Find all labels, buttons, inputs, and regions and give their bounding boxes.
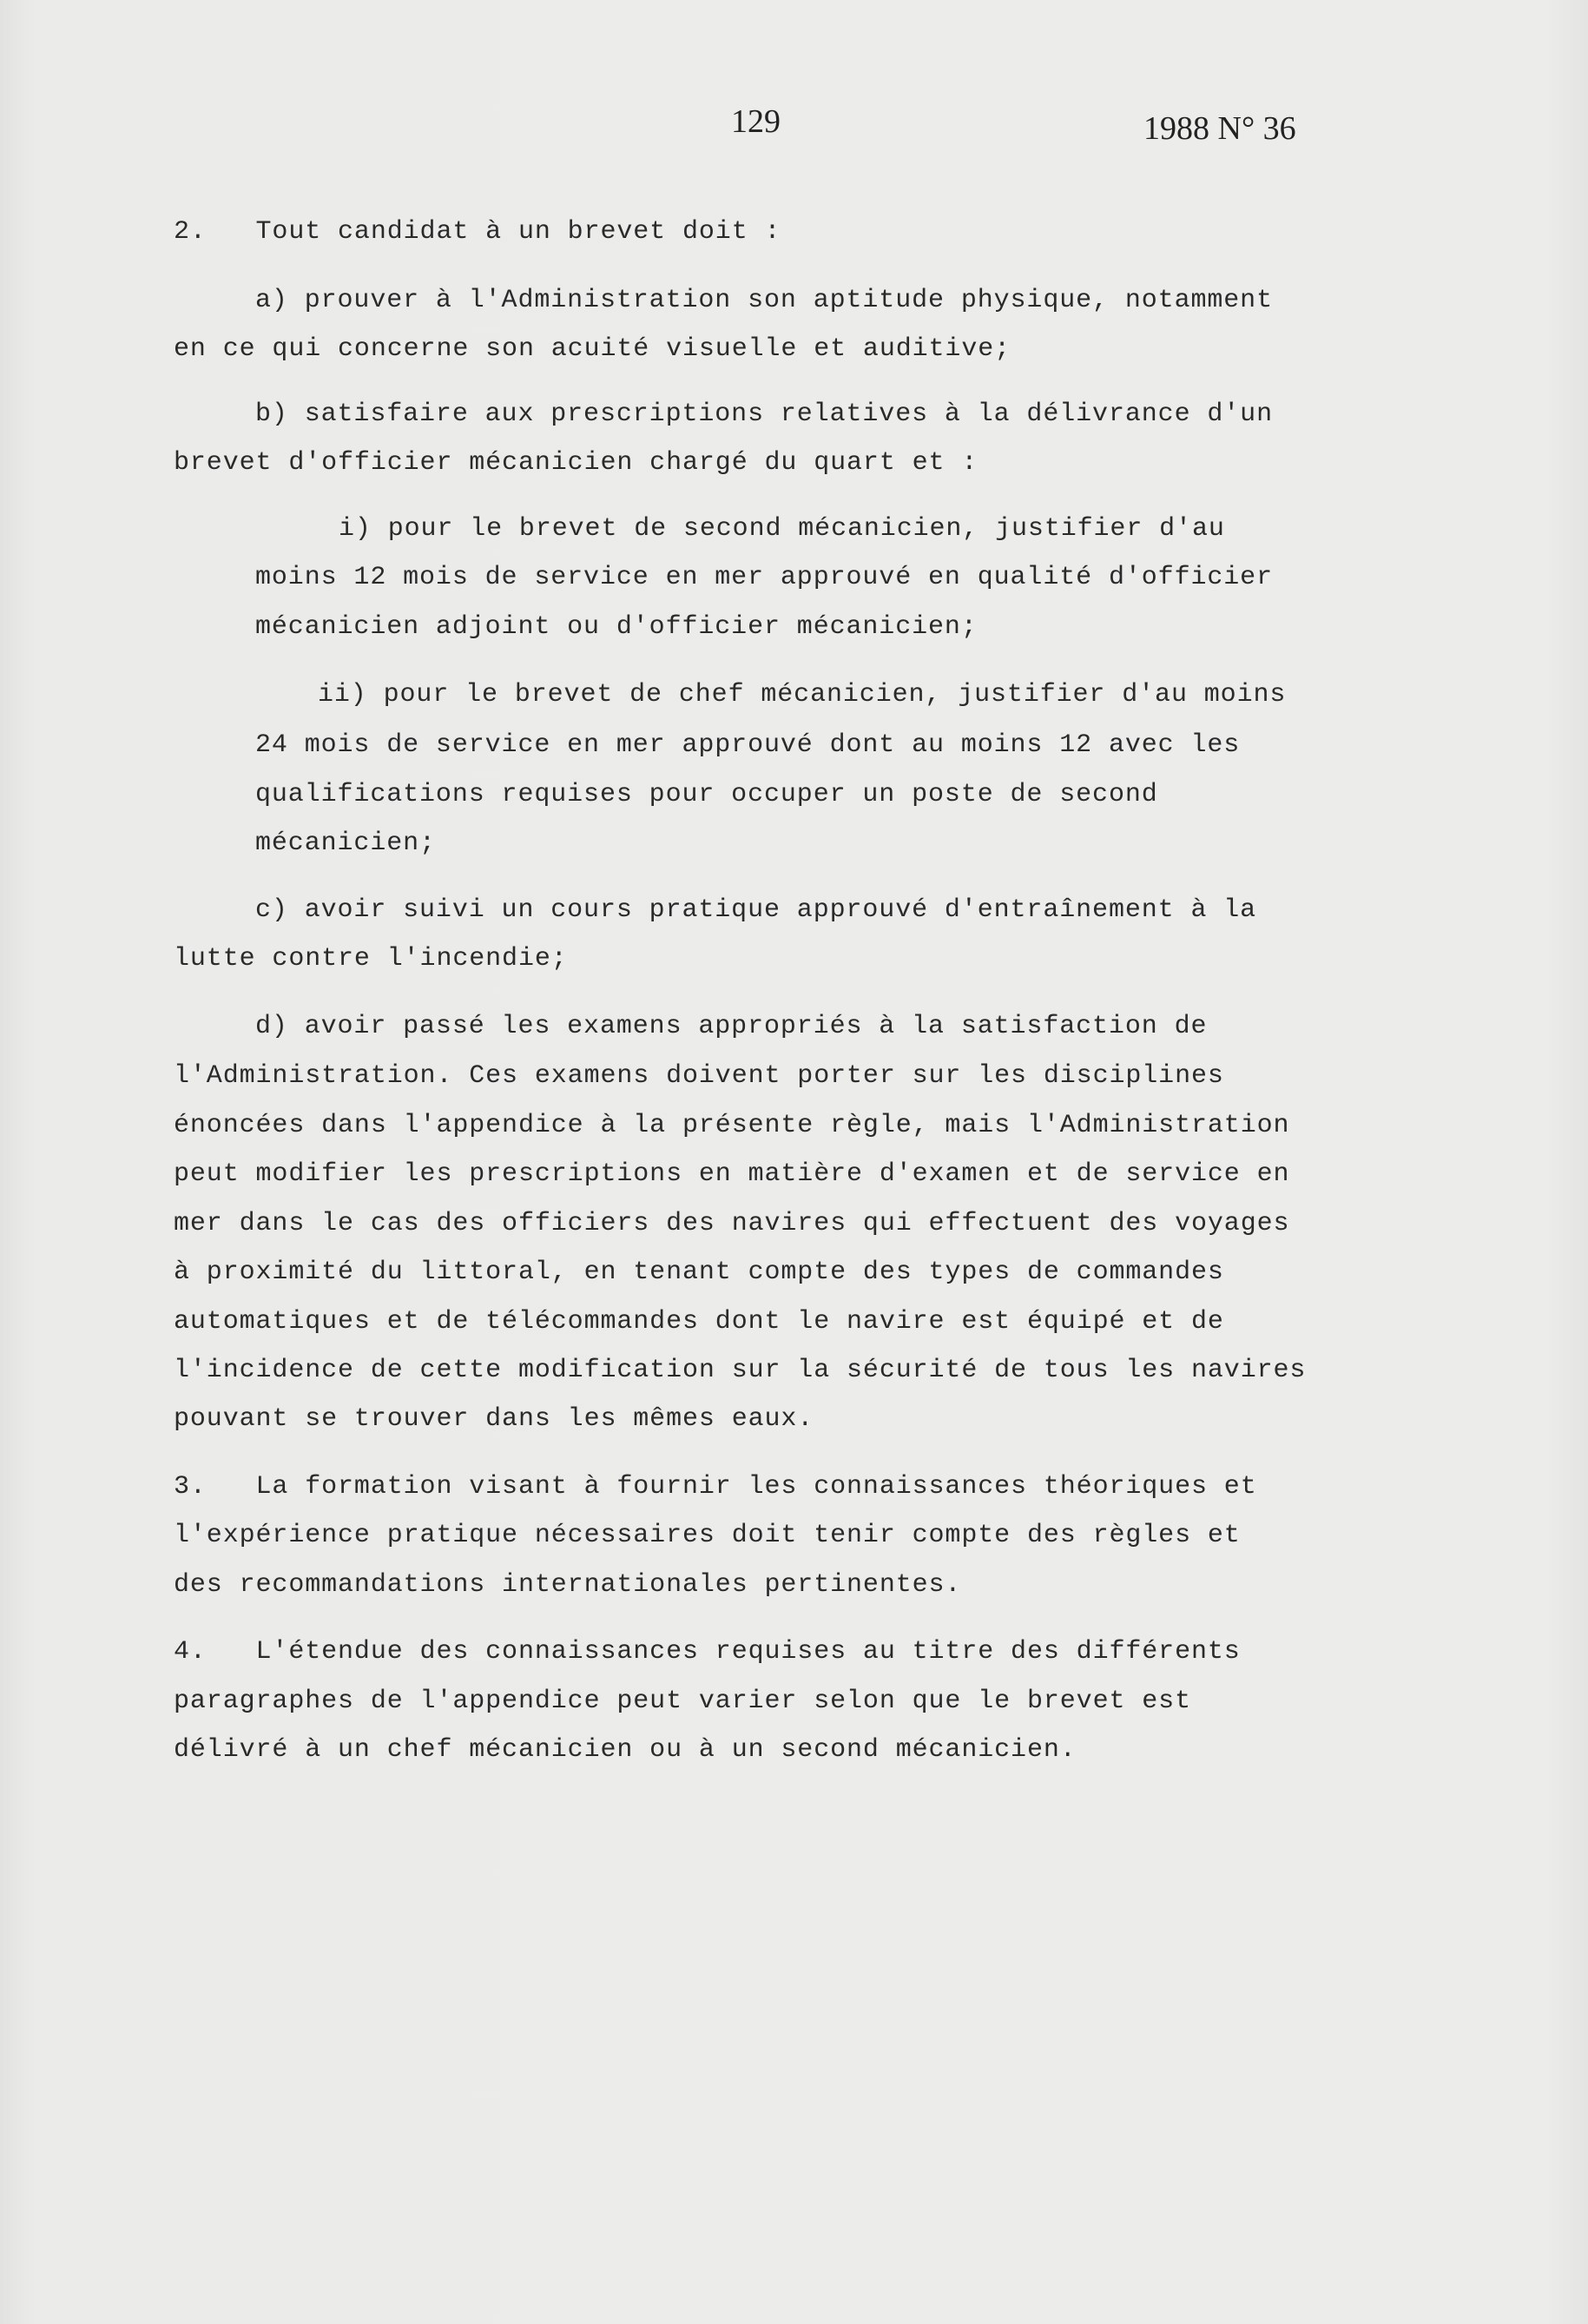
text-line: délivré à un chef mécanicien ou à un second mécanicien.: [174, 1735, 1077, 1765]
text-line: paragraphes de l'appendice peut varier selon que le brevet est: [174, 1687, 1191, 1716]
text-line: en ce qui concerne son acuité visuelle et auditive;: [174, 334, 1011, 364]
text-line: d) avoir passé les examens appropriés à la satisfaction de: [255, 1012, 1208, 1041]
page-number: 129: [731, 103, 781, 140]
text-line: brevet d'officier mécanicien chargé du quart et :: [174, 448, 978, 478]
text-line: ii) pour le brevet de chef mécanicien, justifier d'au moins: [318, 680, 1287, 710]
text-line: l'expérience pratique nécessaires doit tenir compte des règles et: [174, 1521, 1241, 1550]
text-line: 2. Tout candidat à un brevet doit :: [174, 217, 781, 247]
text-line: 3. La formation visant à fournir les connaissances théoriques et: [174, 1472, 1257, 1502]
text-line: pouvant se trouver dans les mêmes eaux.: [174, 1404, 814, 1434]
text-line: mécanicien;: [255, 829, 436, 858]
text-line: mer dans le cas des officiers des navires qui effectuent des voyages: [174, 1209, 1290, 1238]
text-line: qualifications requises pour occuper un poste de second: [255, 780, 1158, 809]
text-line: moins 12 mois de service en mer approuvé en qualité d'officier: [255, 563, 1273, 592]
series-label: 1988 N° 36: [1143, 110, 1296, 147]
text-line: 24 mois de service en mer approuvé dont au moins 12 avec les: [255, 730, 1241, 760]
text-line: énoncées dans l'appendice à la présente règle, mais l'Administration: [174, 1111, 1290, 1140]
text-line: c) avoir suivi un cours pratique approuvé d'entraînement à la: [255, 895, 1257, 925]
text-line: a) prouver à l'Administration son aptitude physique, notamment: [255, 286, 1273, 315]
text-line: lutte contre l'incendie;: [174, 944, 568, 974]
text-line: des recommandations internationales pertinentes.: [174, 1570, 962, 1600]
text-line: mécanicien adjoint ou d'officier mécanicien;: [255, 612, 978, 642]
text-line: 4. L'étendue des connaissances requises au titre des différents: [174, 1637, 1241, 1667]
text-line: l'Administration. Ces examens doivent porter sur les disciplines: [174, 1061, 1224, 1091]
text-line: b) satisfaire aux prescriptions relatives à la délivrance d'un: [255, 399, 1273, 429]
text-line: à proximité du littoral, en tenant compte des types de commandes: [174, 1258, 1224, 1287]
text-line: i) pour le brevet de second mécanicien, justifier d'au: [339, 514, 1225, 544]
text-line: l'incidence de cette modification sur la sécurité de tous les navires: [174, 1356, 1307, 1385]
text-line: automatiques et de télécommandes dont le navire est équipé et de: [174, 1307, 1224, 1337]
text-line: peut modifier les prescriptions en matière d'examen et de service en: [174, 1159, 1290, 1189]
